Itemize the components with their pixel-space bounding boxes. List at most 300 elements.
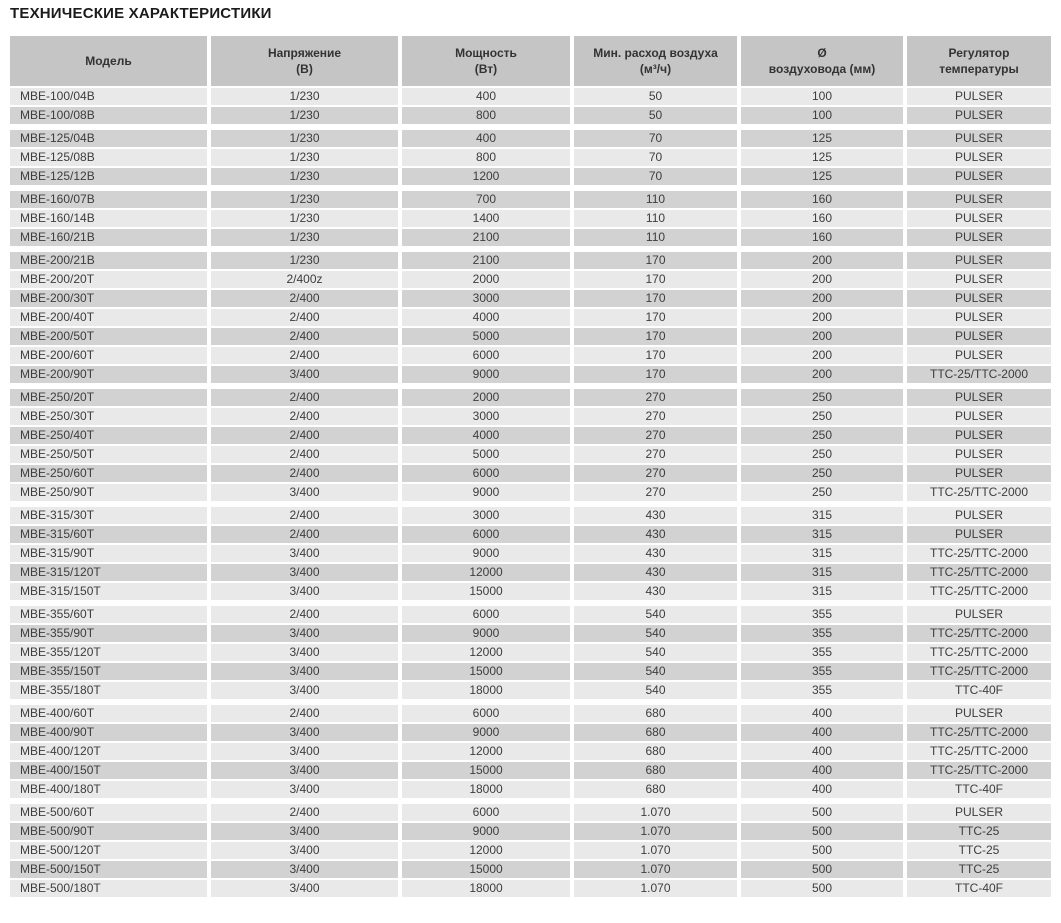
cell-duct-diameter: 250 <box>741 446 903 463</box>
cell-duct-diameter: 500 <box>741 804 903 821</box>
cell-voltage: 3/400 <box>211 781 398 798</box>
cell-temp-regulator: PULSER <box>907 290 1051 307</box>
cell-temp-regulator: TTC-25/TTC-2000 <box>907 625 1051 642</box>
model-group <box>10 191 1051 246</box>
table-row <box>10 168 1051 185</box>
table-row <box>10 484 1051 501</box>
model-group <box>10 252 1051 383</box>
cell-model: MBE-400/90T <box>10 724 207 741</box>
cell-model: MBE-125/12B <box>10 168 207 185</box>
cell-voltage: 2/400 <box>211 309 398 326</box>
cell-temp-regulator: PULSER <box>907 130 1051 147</box>
cell-temp-regulator: TTC-40F <box>907 880 1051 897</box>
cell-min-airflow: 170 <box>574 366 737 383</box>
column-header-line1: Мощность <box>455 46 517 60</box>
cell-power: 2000 <box>402 389 570 406</box>
cell-duct-diameter: 125 <box>741 130 903 147</box>
model-group <box>10 88 1051 124</box>
cell-power: 12000 <box>402 644 570 661</box>
cell-model: MBE-125/08B <box>10 149 207 166</box>
cell-temp-regulator: TTC-25/TTC-2000 <box>907 743 1051 760</box>
cell-duct-diameter: 160 <box>741 229 903 246</box>
cell-model: MBE-315/60T <box>10 526 207 543</box>
cell-model: MBE-500/150T <box>10 861 207 878</box>
cell-duct-diameter: 400 <box>741 705 903 722</box>
cell-power: 5000 <box>402 446 570 463</box>
cell-power: 700 <box>402 191 570 208</box>
cell-temp-regulator: TTC-25/TTC-2000 <box>907 366 1051 383</box>
cell-voltage: 1/230 <box>211 210 398 227</box>
table-row <box>10 842 1051 859</box>
cell-voltage: 2/400 <box>211 705 398 722</box>
cell-power: 1400 <box>402 210 570 227</box>
cell-power: 15000 <box>402 663 570 680</box>
cell-temp-regulator: PULSER <box>907 149 1051 166</box>
cell-temp-regulator: PULSER <box>907 465 1051 482</box>
cell-duct-diameter: 315 <box>741 507 903 524</box>
cell-model: MBE-200/60T <box>10 347 207 364</box>
cell-power: 12000 <box>402 743 570 760</box>
table-header-row <box>10 36 1051 86</box>
cell-model: MBE-160/14B <box>10 210 207 227</box>
column-header <box>402 36 570 86</box>
table-row <box>10 130 1051 147</box>
column-header-line2: (Вт) <box>474 62 498 76</box>
cell-voltage: 3/400 <box>211 366 398 383</box>
cell-voltage: 3/400 <box>211 663 398 680</box>
cell-power: 6000 <box>402 705 570 722</box>
cell-duct-diameter: 125 <box>741 149 903 166</box>
cell-duct-diameter: 200 <box>741 290 903 307</box>
cell-min-airflow: 1.070 <box>574 823 737 840</box>
cell-duct-diameter: 500 <box>741 880 903 897</box>
cell-model: MBE-100/04B <box>10 88 207 105</box>
cell-min-airflow: 270 <box>574 484 737 501</box>
cell-model: MBE-200/21B <box>10 252 207 269</box>
cell-temp-regulator: PULSER <box>907 705 1051 722</box>
cell-min-airflow: 680 <box>574 743 737 760</box>
cell-power: 6000 <box>402 465 570 482</box>
cell-temp-regulator: PULSER <box>907 507 1051 524</box>
column-header <box>574 36 737 86</box>
table-row <box>10 823 1051 840</box>
cell-model: MBE-250/60T <box>10 465 207 482</box>
cell-voltage: 3/400 <box>211 545 398 562</box>
cell-min-airflow: 50 <box>574 107 737 124</box>
cell-duct-diameter: 400 <box>741 743 903 760</box>
cell-voltage: 1/230 <box>211 168 398 185</box>
cell-power: 18000 <box>402 682 570 699</box>
cell-voltage: 3/400 <box>211 724 398 741</box>
table-row <box>10 366 1051 383</box>
cell-model: MBE-250/40T <box>10 427 207 444</box>
cell-power: 5000 <box>402 328 570 345</box>
cell-temp-regulator: PULSER <box>907 804 1051 821</box>
cell-min-airflow: 70 <box>574 168 737 185</box>
column-header <box>10 36 207 86</box>
model-group <box>10 705 1051 798</box>
cell-power: 400 <box>402 130 570 147</box>
table-row <box>10 465 1051 482</box>
cell-model: MBE-355/150T <box>10 663 207 680</box>
column-header-line1: Напряжение <box>267 46 342 60</box>
cell-model: MBE-315/30T <box>10 507 207 524</box>
cell-duct-diameter: 200 <box>741 366 903 383</box>
cell-min-airflow: 1.070 <box>574 880 737 897</box>
table-row <box>10 583 1051 600</box>
cell-voltage: 3/400 <box>211 842 398 859</box>
cell-voltage: 2/400 <box>211 507 398 524</box>
cell-temp-regulator: PULSER <box>907 252 1051 269</box>
cell-min-airflow: 270 <box>574 427 737 444</box>
table-row <box>10 88 1051 105</box>
cell-model: MBE-315/90T <box>10 545 207 562</box>
cell-voltage: 3/400 <box>211 762 398 779</box>
cell-duct-diameter: 355 <box>741 682 903 699</box>
table-row <box>10 781 1051 798</box>
cell-model: MBE-125/04B <box>10 130 207 147</box>
cell-duct-diameter: 250 <box>741 389 903 406</box>
cell-power: 800 <box>402 149 570 166</box>
cell-min-airflow: 540 <box>574 606 737 623</box>
table-row <box>10 526 1051 543</box>
cell-voltage: 2/400 <box>211 290 398 307</box>
table-row <box>10 210 1051 227</box>
table-row <box>10 743 1051 760</box>
cell-voltage: 2/400z <box>211 271 398 288</box>
cell-temp-regulator: PULSER <box>907 271 1051 288</box>
cell-power: 9000 <box>402 823 570 840</box>
cell-power: 15000 <box>402 583 570 600</box>
table-row <box>10 762 1051 779</box>
cell-power: 9000 <box>402 724 570 741</box>
column-header-line2: (В) <box>296 62 313 76</box>
cell-temp-regulator: TTC-40F <box>907 682 1051 699</box>
cell-temp-regulator: PULSER <box>907 328 1051 345</box>
cell-model: MBE-400/180T <box>10 781 207 798</box>
cell-min-airflow: 430 <box>574 545 737 562</box>
cell-temp-regulator: PULSER <box>907 107 1051 124</box>
cell-temp-regulator: PULSER <box>907 446 1051 463</box>
cell-voltage: 3/400 <box>211 583 398 600</box>
cell-model: MBE-160/21B <box>10 229 207 246</box>
table-row <box>10 191 1051 208</box>
cell-duct-diameter: 500 <box>741 842 903 859</box>
table-row <box>10 663 1051 680</box>
cell-duct-diameter: 250 <box>741 408 903 425</box>
cell-voltage: 1/230 <box>211 229 398 246</box>
cell-min-airflow: 270 <box>574 446 737 463</box>
cell-model: MBE-200/90T <box>10 366 207 383</box>
cell-duct-diameter: 200 <box>741 252 903 269</box>
cell-model: MBE-200/50T <box>10 328 207 345</box>
cell-voltage: 3/400 <box>211 861 398 878</box>
cell-power: 9000 <box>402 484 570 501</box>
cell-voltage: 1/230 <box>211 88 398 105</box>
cell-voltage: 1/230 <box>211 149 398 166</box>
cell-voltage: 2/400 <box>211 606 398 623</box>
column-header-line2: (м³/ч) <box>639 62 672 76</box>
column-header-line1: Ø <box>817 46 827 60</box>
cell-model: MBE-250/90T <box>10 484 207 501</box>
cell-min-airflow: 540 <box>574 663 737 680</box>
cell-duct-diameter: 200 <box>741 271 903 288</box>
cell-model: MBE-315/150T <box>10 583 207 600</box>
cell-temp-regulator: PULSER <box>907 606 1051 623</box>
cell-voltage: 3/400 <box>211 625 398 642</box>
cell-duct-diameter: 500 <box>741 823 903 840</box>
cell-model: MBE-355/120T <box>10 644 207 661</box>
cell-temp-regulator: TTC-25/TTC-2000 <box>907 663 1051 680</box>
model-group <box>10 804 1051 897</box>
cell-voltage: 2/400 <box>211 465 398 482</box>
cell-voltage: 2/400 <box>211 804 398 821</box>
cell-model: MBE-400/60T <box>10 705 207 722</box>
cell-duct-diameter: 500 <box>741 861 903 878</box>
cell-temp-regulator: PULSER <box>907 309 1051 326</box>
table-row <box>10 389 1051 406</box>
spec-table <box>10 36 1051 899</box>
cell-model: MBE-200/20T <box>10 271 207 288</box>
cell-voltage: 2/400 <box>211 347 398 364</box>
cell-duct-diameter: 400 <box>741 781 903 798</box>
column-header-line1: Мин. расход воздуха <box>593 46 718 60</box>
cell-temp-regulator: PULSER <box>907 408 1051 425</box>
cell-temp-regulator: PULSER <box>907 229 1051 246</box>
cell-duct-diameter: 200 <box>741 309 903 326</box>
cell-temp-regulator: TTC-25 <box>907 823 1051 840</box>
column-header <box>741 36 903 86</box>
cell-power: 400 <box>402 88 570 105</box>
cell-min-airflow: 270 <box>574 408 737 425</box>
table-row <box>10 682 1051 699</box>
page-title: ТЕХНИЧЕСКИЕ ХАРАКТЕРИСТИКИ <box>10 5 272 22</box>
cell-min-airflow: 70 <box>574 130 737 147</box>
cell-power: 6000 <box>402 526 570 543</box>
cell-model: MBE-100/08B <box>10 107 207 124</box>
cell-duct-diameter: 250 <box>741 484 903 501</box>
model-group <box>10 606 1051 699</box>
cell-model: MBE-400/120T <box>10 743 207 760</box>
cell-min-airflow: 170 <box>574 328 737 345</box>
cell-power: 12000 <box>402 564 570 581</box>
table-body <box>10 88 1051 897</box>
cell-voltage: 3/400 <box>211 564 398 581</box>
cell-power: 4000 <box>402 309 570 326</box>
cell-duct-diameter: 160 <box>741 191 903 208</box>
cell-power: 800 <box>402 107 570 124</box>
cell-temp-regulator: PULSER <box>907 427 1051 444</box>
cell-model: MBE-500/120T <box>10 842 207 859</box>
cell-duct-diameter: 315 <box>741 564 903 581</box>
cell-temp-regulator: PULSER <box>907 389 1051 406</box>
cell-voltage: 2/400 <box>211 526 398 543</box>
cell-min-airflow: 70 <box>574 149 737 166</box>
cell-model: MBE-200/40T <box>10 309 207 326</box>
table-row <box>10 229 1051 246</box>
cell-power: 9000 <box>402 366 570 383</box>
cell-min-airflow: 430 <box>574 583 737 600</box>
table-row <box>10 545 1051 562</box>
cell-duct-diameter: 355 <box>741 644 903 661</box>
cell-power: 3000 <box>402 507 570 524</box>
cell-min-airflow: 170 <box>574 309 737 326</box>
column-header-line2: воздуховода (мм) <box>768 62 876 76</box>
cell-power: 2100 <box>402 229 570 246</box>
cell-duct-diameter: 400 <box>741 724 903 741</box>
cell-min-airflow: 540 <box>574 625 737 642</box>
table-row <box>10 309 1051 326</box>
model-group <box>10 389 1051 501</box>
cell-min-airflow: 110 <box>574 210 737 227</box>
cell-temp-regulator: TTC-25/TTC-2000 <box>907 644 1051 661</box>
cell-min-airflow: 1.070 <box>574 804 737 821</box>
cell-min-airflow: 110 <box>574 229 737 246</box>
cell-voltage: 1/230 <box>211 191 398 208</box>
cell-min-airflow: 540 <box>574 644 737 661</box>
cell-voltage: 2/400 <box>211 408 398 425</box>
cell-duct-diameter: 125 <box>741 168 903 185</box>
cell-power: 15000 <box>402 762 570 779</box>
cell-power: 3000 <box>402 408 570 425</box>
cell-duct-diameter: 315 <box>741 545 903 562</box>
table-row <box>10 107 1051 124</box>
model-group <box>10 507 1051 600</box>
cell-voltage: 3/400 <box>211 484 398 501</box>
table-row <box>10 328 1051 345</box>
cell-model: MBE-355/90T <box>10 625 207 642</box>
cell-min-airflow: 270 <box>574 389 737 406</box>
cell-power: 12000 <box>402 842 570 859</box>
cell-power: 18000 <box>402 781 570 798</box>
cell-temp-regulator: PULSER <box>907 347 1051 364</box>
cell-temp-regulator: TTC-25/TTC-2000 <box>907 564 1051 581</box>
table-row <box>10 271 1051 288</box>
cell-power: 15000 <box>402 861 570 878</box>
cell-min-airflow: 680 <box>574 781 737 798</box>
column-header-line1: Регулятор <box>948 46 1010 60</box>
cell-model: MBE-400/150T <box>10 762 207 779</box>
table-row <box>10 408 1051 425</box>
cell-min-airflow: 1.070 <box>574 861 737 878</box>
table-row <box>10 564 1051 581</box>
column-header-line2: температуры <box>939 62 1019 76</box>
cell-min-airflow: 430 <box>574 526 737 543</box>
column-header <box>211 36 398 86</box>
cell-power: 2100 <box>402 252 570 269</box>
cell-duct-diameter: 355 <box>741 625 903 642</box>
cell-min-airflow: 430 <box>574 564 737 581</box>
cell-voltage: 2/400 <box>211 389 398 406</box>
cell-duct-diameter: 315 <box>741 526 903 543</box>
cell-voltage: 3/400 <box>211 644 398 661</box>
cell-voltage: 1/230 <box>211 252 398 269</box>
cell-min-airflow: 170 <box>574 290 737 307</box>
cell-voltage: 2/400 <box>211 328 398 345</box>
cell-duct-diameter: 100 <box>741 107 903 124</box>
cell-min-airflow: 170 <box>574 252 737 269</box>
cell-temp-regulator: TTC-25/TTC-2000 <box>907 724 1051 741</box>
table-row <box>10 804 1051 821</box>
cell-power: 1200 <box>402 168 570 185</box>
table-row <box>10 606 1051 623</box>
cell-model: MBE-315/120T <box>10 564 207 581</box>
cell-power: 6000 <box>402 347 570 364</box>
cell-power: 9000 <box>402 545 570 562</box>
table-row <box>10 705 1051 722</box>
cell-min-airflow: 50 <box>574 88 737 105</box>
cell-temp-regulator: TTC-40F <box>907 781 1051 798</box>
cell-duct-diameter: 250 <box>741 465 903 482</box>
cell-min-airflow: 680 <box>574 724 737 741</box>
cell-min-airflow: 170 <box>574 347 737 364</box>
cell-min-airflow: 540 <box>574 682 737 699</box>
table-row <box>10 880 1051 897</box>
cell-min-airflow: 110 <box>574 191 737 208</box>
cell-voltage: 2/400 <box>211 427 398 444</box>
model-group <box>10 130 1051 185</box>
cell-temp-regulator: PULSER <box>907 210 1051 227</box>
cell-min-airflow: 170 <box>574 271 737 288</box>
cell-voltage: 3/400 <box>211 880 398 897</box>
table-row <box>10 507 1051 524</box>
cell-model: MBE-500/180T <box>10 880 207 897</box>
cell-model: MBE-200/30T <box>10 290 207 307</box>
cell-duct-diameter: 355 <box>741 606 903 623</box>
table-row <box>10 252 1051 269</box>
cell-temp-regulator: TTC-25/TTC-2000 <box>907 583 1051 600</box>
cell-temp-regulator: PULSER <box>907 191 1051 208</box>
cell-voltage: 2/400 <box>211 446 398 463</box>
cell-model: MBE-160/07B <box>10 191 207 208</box>
cell-voltage: 1/230 <box>211 130 398 147</box>
cell-power: 2000 <box>402 271 570 288</box>
cell-duct-diameter: 160 <box>741 210 903 227</box>
table-row <box>10 347 1051 364</box>
cell-voltage: 1/230 <box>211 107 398 124</box>
cell-voltage: 3/400 <box>211 823 398 840</box>
column-header <box>907 36 1051 86</box>
cell-duct-diameter: 200 <box>741 328 903 345</box>
cell-power: 6000 <box>402 804 570 821</box>
cell-temp-regulator: TTC-25/TTC-2000 <box>907 762 1051 779</box>
table-row <box>10 427 1051 444</box>
table-row <box>10 290 1051 307</box>
table-row <box>10 446 1051 463</box>
table-row <box>10 644 1051 661</box>
cell-power: 3000 <box>402 290 570 307</box>
cell-power: 4000 <box>402 427 570 444</box>
cell-model: MBE-250/30T <box>10 408 207 425</box>
cell-duct-diameter: 100 <box>741 88 903 105</box>
cell-temp-regulator: TTC-25/TTC-2000 <box>907 545 1051 562</box>
cell-power: 9000 <box>402 625 570 642</box>
cell-model: MBE-500/60T <box>10 804 207 821</box>
cell-min-airflow: 1.070 <box>574 842 737 859</box>
cell-power: 6000 <box>402 606 570 623</box>
column-header-line1: Модель <box>85 54 132 68</box>
cell-duct-diameter: 400 <box>741 762 903 779</box>
cell-temp-regulator: TTC-25 <box>907 861 1051 878</box>
table-row <box>10 861 1051 878</box>
table-row <box>10 724 1051 741</box>
cell-temp-regulator: TTC-25 <box>907 842 1051 859</box>
cell-temp-regulator: PULSER <box>907 168 1051 185</box>
cell-min-airflow: 430 <box>574 507 737 524</box>
cell-model: MBE-250/50T <box>10 446 207 463</box>
cell-duct-diameter: 315 <box>741 583 903 600</box>
cell-duct-diameter: 355 <box>741 663 903 680</box>
